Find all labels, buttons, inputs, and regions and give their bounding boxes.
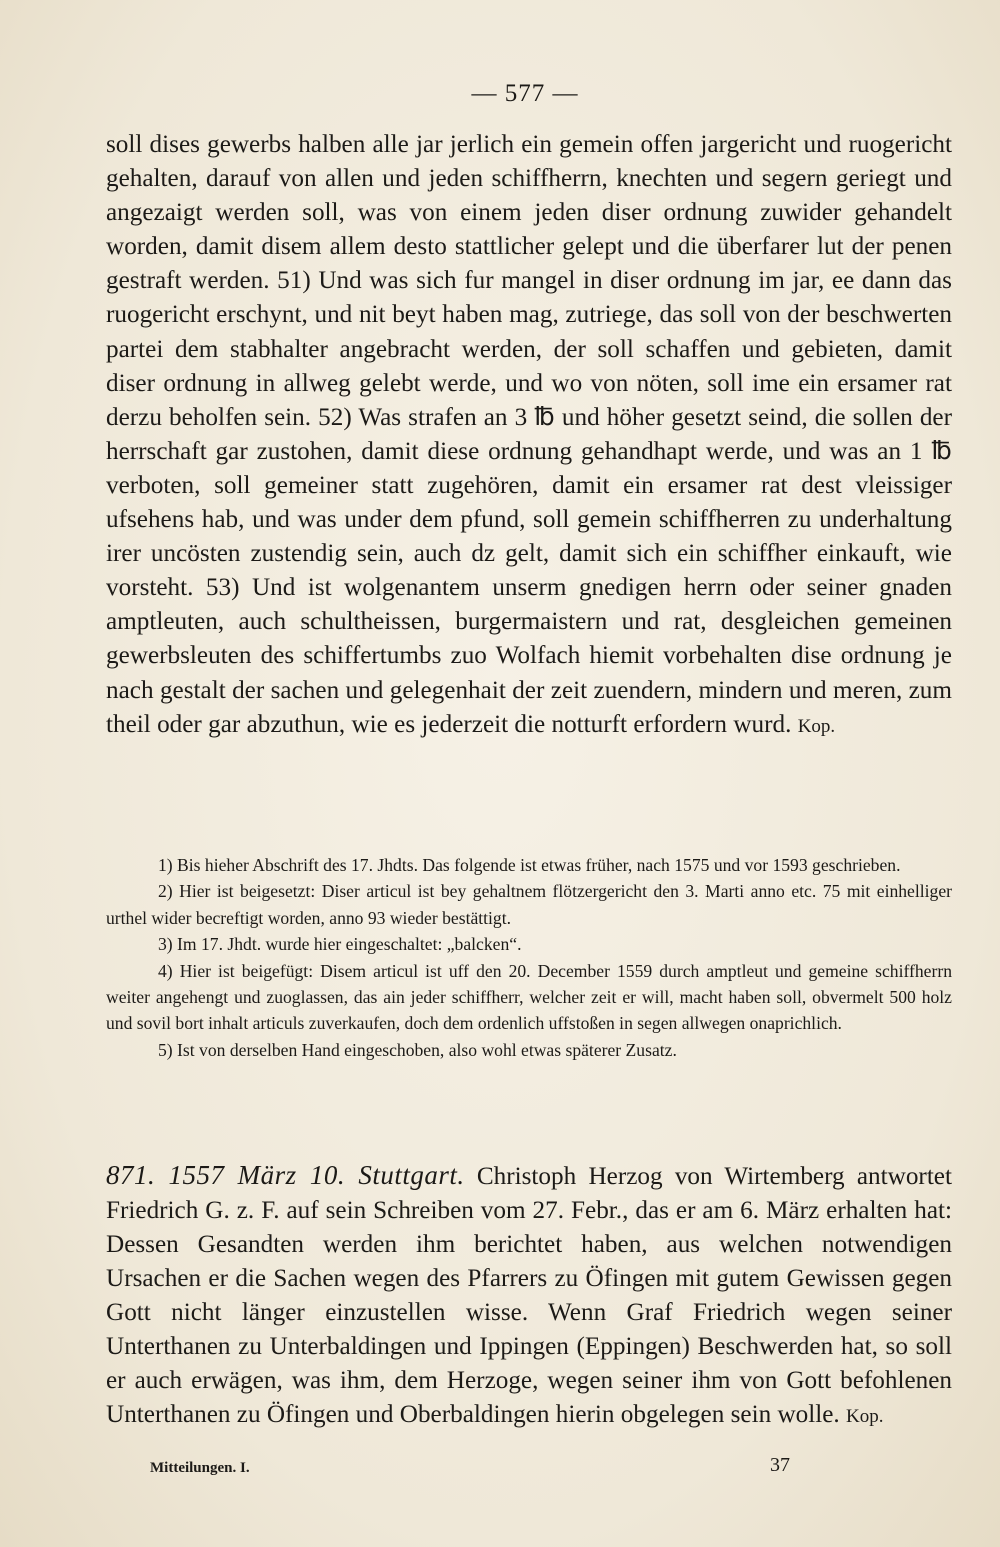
- page-number: — 577 —: [471, 80, 579, 107]
- entry-heading: 871. 1557 März 10. Stuttgart.: [106, 1160, 465, 1190]
- entry-871: [106, 1158, 952, 1434]
- signature-mark: Mitteilungen. I.: [150, 1460, 250, 1476]
- entry-text: Christoph Herzog von Wirtemberg antwortet Friedrich G. z. F. auf sein Schreiben vom 27. Febr., das er am 6. März erhalten hat: Dessen Gesandten werden ihm berichtet haben, aus welchen notwendigen Ursachen er die Sachen wegen des Pfarrers zu Öfingen mit gutem Gewissen gegen Gott nicht länger einzustellen wisse. Wenn Graf Friedrich wegen seiner Unterthanen zu Unterbaldingen und Ippingen (Eppingen) Beschwerden hat, so soll er auch erwägen, was ihm, dem Herzoge, wegen seiner ihm von Gott befohlenen Unterthanen zu Öfingen und Oberbaldingen hierin obgelegen sein wolle.: [106, 1163, 952, 1428]
- footnotes: [106, 852, 952, 1063]
- sheet-number: 37: [770, 1454, 790, 1476]
- footnote-2: 2) Hier ist beigesetzt: Diser articul ist bey gehaltnem flötzergericht den 3. Marti anno etc. 75 mit einhelliger urthel wider becreftigt worden, anno 93 wieder bestättigt.: [106, 881, 952, 928]
- footnote-3: 3) Im 17. Jhdt. wurde hier eingeschaltet: „balcken“.: [158, 934, 522, 955]
- entry-kop-note: Kop.: [846, 1406, 884, 1427]
- footnote-5: 5) Ist von derselben Hand eingeschoben, also wohl etwas späterer Zusatz.: [158, 1039, 677, 1060]
- main-text: soll dises gewerbs halben alle jar jerlich ein gemein offen jargericht und ruogericht gehalten, darauf von allen und jeden schiffherrn, knechten und segern geriegt und angezaigt werden soll, was von einem jeden diser ordnung zuwider gehandelt worden, damit disem allem desto stattlicher gelept und die überfarer lut der penen gestraft werden. 51) Und was sich fur mangel in diser ordnung im jar, ee dann das ruogericht erschynt, und nit beyt haben mag, zutriege, das soll von der beschwerten partei dem stabhalter angebracht werden, der soll schaffen und gebieten, damit diser ordnung in allweg gelebt werde, und wo von nöten, soll ime ein ersamer rat derzu beholfen sein. 52) Was strafen an 3 ℔ und höher gesetzt seind, die sollen der herrschaft gar zustohen, damit diese ordnung gehandhapt werde, und was an 1 ℔ verboten, soll gemeiner statt zugehören, damit ein ersamer rat dest vleissiger ufsehens hab, und was under dem pfund, soll gemein schiffherren zu underhaltung irer uncösten zustendig sein, auch dz gelt, damit sich ein schiffher einkauft, wie vorsteht. 53) Und ist wolgenantem unserm gnedigen herrn oder seiner gnaden amptleuten, auch schultheissen, burgermaistern und rat, desgleichen gemeinen gewerbsleuten des schiffertumbs zuo Wolfach hiemit vorbehalten dise ordnung je nach gestalt der sachen und gelegenhait der zeit zuendern, mindern und meren, zum theil oder gar abzuthun, wie es jederzeit die notturft erfordern wurd.: [106, 131, 952, 738]
- footnote-4: 4) Hier ist beigefügt: Disem articul ist uff den 20. December 1559 durch amptleut und gemeine schiffherrn weiter angehengt und zuoglassen, das ain jeder schiffherr, welcher zeit er will, macht haben soll, obvermelt 500 holz und sovil bort inhalt articuls zuverkaufen, doch dem ordenlich uffstoßen in segen allwegen onaprichlich.: [106, 960, 952, 1034]
- footnote-1: 1) Bis hieher Abschrift des 17. Jhdts. Das folgende ist etwas früher, nach 1575 und vor 1593 geschrieben.: [158, 855, 901, 875]
- main-text-block: [106, 128, 952, 744]
- main-kop-note: Kop.: [797, 715, 836, 737]
